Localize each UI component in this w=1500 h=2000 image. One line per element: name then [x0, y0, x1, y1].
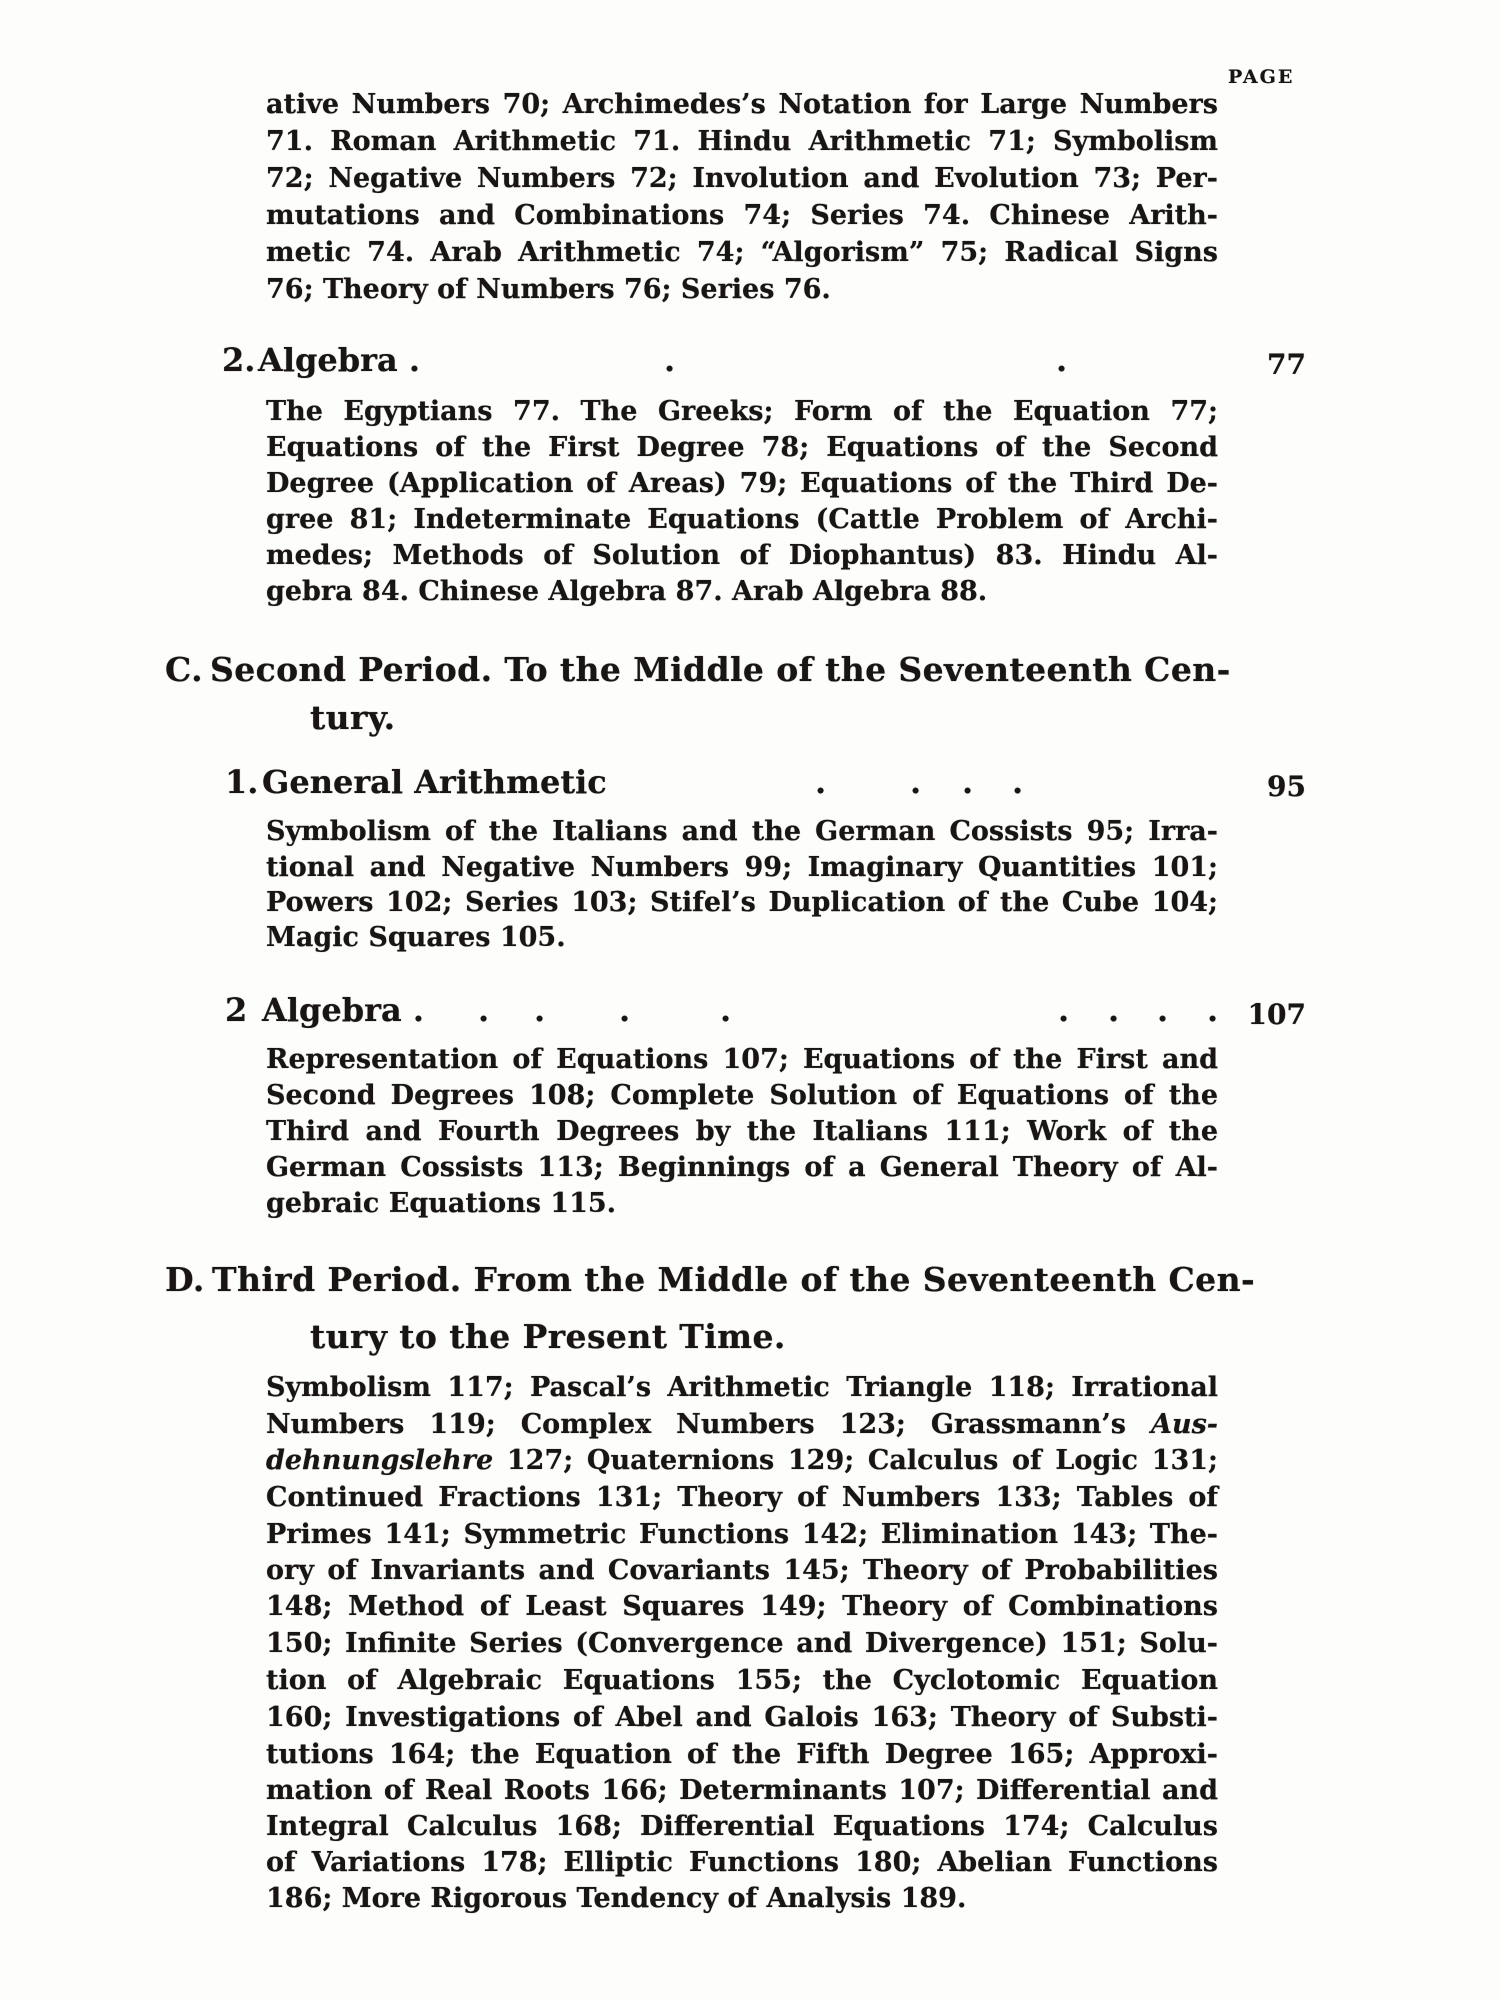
toc-entry-number: 2.	[222, 341, 256, 379]
toc-line: Second Degrees 108; Complete Solution of Equations of the	[266, 1080, 1218, 1111]
toc-line: Symbolism of the Italians and the German Cossists 95; Irra-	[266, 816, 1218, 847]
toc-entry-page-number: 77	[1267, 348, 1306, 381]
toc-line: metic 74. Arab Arithmetic 74; “Algorism” 75; Radical Signs	[266, 237, 1218, 268]
toc-line	[266, 1444, 1218, 1478]
toc-line: mutations and Combinations 74; Series 74. Chinese Arith-	[266, 200, 1218, 231]
section-title-line1: Third Period. From the Middle of the Seventeenth Cen-	[212, 1260, 1256, 1299]
toc-line: of Variations 178; Elliptic Functions 180; Abelian Functions	[266, 1847, 1218, 1878]
toc-line: Symbolism 117; Pascal’s Arithmetic Triangle 118; Irrational	[266, 1372, 1218, 1403]
leader-dot: .	[1056, 341, 1068, 379]
toc-line: 160; Investigations of Abel and Galois 163; Theory of Substi-	[266, 1702, 1218, 1733]
line-text: 127; Quaternions 129; Calculus of Logic 131;	[506, 1445, 1219, 1476]
toc-line: German Cossists 113; Beginnings of a General Theory of Al-	[266, 1152, 1218, 1183]
toc-line: 72; Negative Numbers 72; Involution and Evolution 73; Per-	[266, 163, 1218, 194]
leader-dot: .	[1012, 763, 1024, 801]
leader-dot: .	[1207, 991, 1219, 1029]
leader-dot: .	[534, 991, 546, 1029]
toc-line: tion of Algebraic Equations 155; the Cyclotomic Equation	[266, 1665, 1218, 1696]
toc-line: 76; Theory of Numbers 76; Series 76.	[266, 274, 831, 305]
leader-dot: .	[619, 991, 631, 1029]
toc-line: gebra 84. Chinese Algebra 87. Arab Algebra 88.	[266, 576, 988, 607]
leader-dot: .	[478, 991, 490, 1029]
section-title-line2: tury to the Present Time.	[310, 1317, 786, 1356]
section-title-line2: tury.	[310, 698, 396, 737]
leader-dot: .	[910, 763, 922, 801]
toc-line: 71. Roman Arithmetic 71. Hindu Arithmetic 71; Symbolism	[266, 126, 1218, 157]
leader-dot: .	[815, 763, 827, 801]
section-title-line1: Second Period. To the Middle of the Seventeenth Cen-	[210, 650, 1231, 689]
toc-line: 150; Infinite Series (Convergence and Divergence) 151; Solu-	[266, 1628, 1218, 1659]
toc-entry-title: Algebra .	[262, 991, 424, 1029]
toc-line: Equations of the First Degree 78; Equations of the Second	[266, 432, 1218, 463]
toc-line: 148; Method of Least Squares 149; Theory of Combinations	[266, 1591, 1218, 1622]
toc-line: Magic Squares 105.	[266, 922, 566, 953]
line-text: Numbers 119; Complex Numbers 123; Grassmann’s	[266, 1409, 1126, 1440]
section-letter: D.	[165, 1260, 205, 1299]
leader-dot: .	[1058, 991, 1070, 1029]
toc-entry-number: 2	[225, 991, 248, 1029]
leader-dot: .	[664, 341, 676, 379]
italic-book-title: Aus-	[1151, 1409, 1218, 1440]
leader-dot: .	[962, 763, 974, 801]
section-letter: C.	[165, 650, 203, 689]
toc-line: Representation of Equations 107; Equations of the First and	[266, 1044, 1218, 1075]
toc-line: Continued Fractions 131; Theory of Numbers 133; Tables of	[266, 1482, 1218, 1513]
toc-line: gree 81; Indeterminate Equations (Cattle Problem of Archi-	[266, 504, 1218, 535]
toc-line: 186; More Rigorous Tendency of Analysis 189.	[266, 1883, 967, 1914]
leader-dot: .	[1108, 991, 1120, 1029]
toc-line: ory of Invariants and Covariants 145; Theory of Probabilities	[266, 1555, 1218, 1586]
toc-entry-number: 1.	[225, 763, 259, 801]
toc-entry-page-number: 95	[1267, 770, 1306, 803]
toc-line: Powers 102; Series 103; Stifel’s Duplication of the Cube 104;	[266, 887, 1218, 918]
leader-dot: .	[1157, 991, 1169, 1029]
toc-line: Primes 141; Symmetric Functions 142; Elimination 143; The-	[266, 1519, 1218, 1550]
toc-entry-title: Algebra .	[258, 341, 420, 379]
toc-line: Degree (Application of Areas) 79; Equations of the Third De-	[266, 468, 1218, 499]
toc-line: gebraic Equations 115.	[266, 1188, 617, 1219]
italic-book-title: dehnungslehre	[266, 1445, 494, 1476]
leader-dot: .	[720, 991, 732, 1029]
toc-line	[266, 1408, 1218, 1442]
toc-line: tutions 164; the Equation of the Fifth Degree 165; Approxi-	[266, 1739, 1218, 1770]
toc-line: Integral Calculus 168; Differential Equations 174; Calculus	[266, 1811, 1218, 1842]
page-column-label: PAGE	[1228, 66, 1295, 88]
toc-line: tional and Negative Numbers 99; Imaginary Quantities 101;	[266, 852, 1218, 883]
toc-line: Third and Fourth Degrees by the Italians 111; Work of the	[266, 1116, 1218, 1147]
toc-line: medes; Methods of Solution of Diophantus) 83. Hindu Al-	[266, 540, 1218, 571]
toc-line: ative Numbers 70; Archimedes’s Notation for Large Numbers	[266, 89, 1218, 120]
toc-line: The Egyptians 77. The Greeks; Form of the Equation 77;	[266, 396, 1218, 427]
toc-line: mation of Real Roots 166; Determinants 107; Differential and	[266, 1775, 1218, 1806]
toc-entry-title: General Arithmetic	[262, 763, 607, 801]
toc-entry-page-number: 107	[1247, 998, 1306, 1031]
